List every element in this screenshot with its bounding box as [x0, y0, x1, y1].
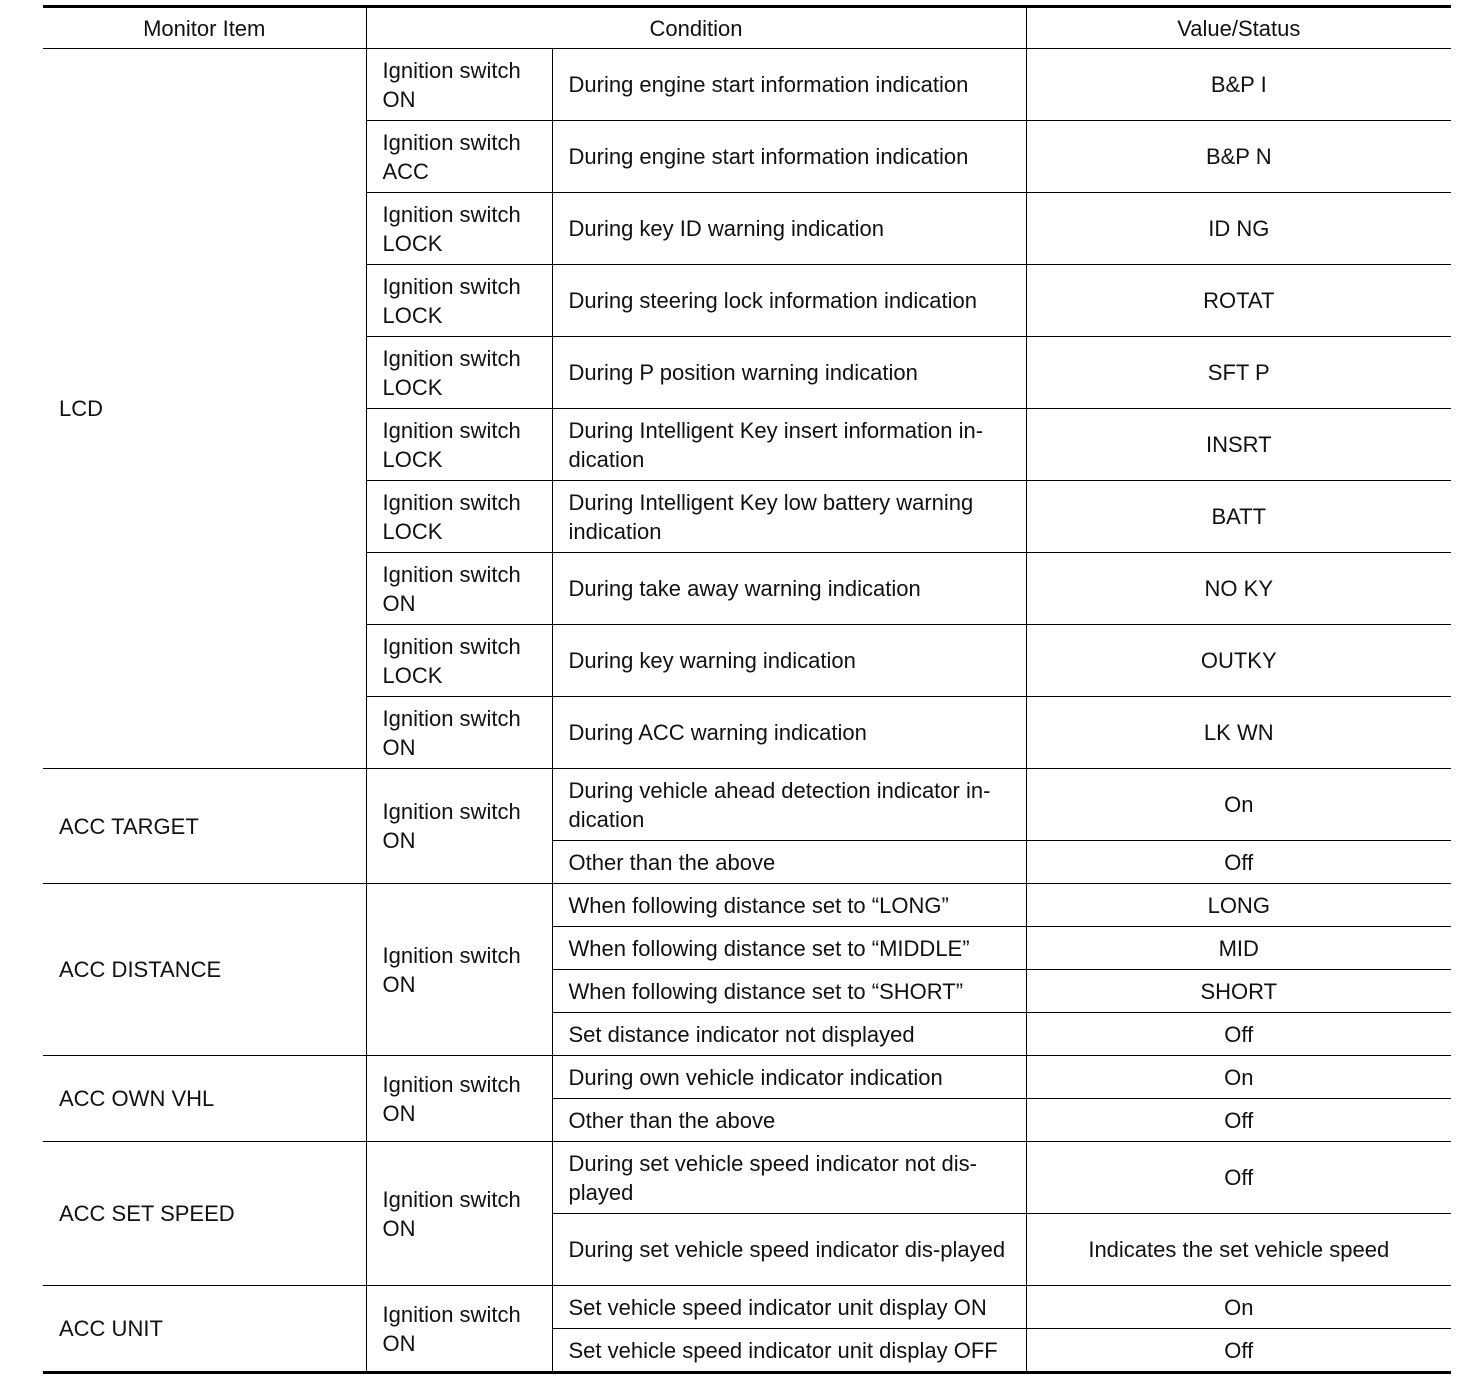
monitor-table	[43, 5, 1451, 1374]
ignition-cell: Ignition switch ACC	[366, 121, 552, 193]
condition-cell: When following distance set to “MIDDLE”	[552, 927, 1026, 970]
value-cell: SHORT	[1026, 970, 1451, 1013]
ignition-cell: Ignition switch ON	[366, 884, 552, 1056]
condition-cell: During key ID warning indication	[552, 193, 1026, 265]
value-cell: On	[1026, 1056, 1451, 1099]
value-cell: On	[1026, 769, 1451, 841]
monitor-item-cell: ACC SET SPEED	[43, 1142, 366, 1286]
ignition-cell: Ignition switch LOCK	[366, 409, 552, 481]
monitor-item-cell: ACC TARGET	[43, 769, 366, 884]
monitor-item-cell: ACC OWN VHL	[43, 1056, 366, 1142]
header-value-status: Value/Status	[1026, 7, 1451, 49]
condition-cell: During vehicle ahead detection indicator in-dication	[552, 769, 1026, 841]
header-monitor-item: Monitor Item	[43, 7, 366, 49]
ignition-cell: Ignition switch LOCK	[366, 625, 552, 697]
value-cell: B&P N	[1026, 121, 1451, 193]
monitor-item-cell: LCD	[43, 49, 366, 769]
value-cell: LK WN	[1026, 697, 1451, 769]
value-cell: Off	[1026, 1013, 1451, 1056]
monitor-item-cell: ACC DISTANCE	[43, 884, 366, 1056]
condition-cell: During engine start information indication	[552, 121, 1026, 193]
value-cell: ID NG	[1026, 193, 1451, 265]
value-cell: Off	[1026, 1142, 1451, 1214]
table-row	[43, 1142, 1451, 1214]
ignition-cell: Ignition switch ON	[366, 49, 552, 121]
condition-cell: During take away warning indication	[552, 553, 1026, 625]
ignition-cell: Ignition switch ON	[366, 697, 552, 769]
value-cell: LONG	[1026, 884, 1451, 927]
condition-cell: Set vehicle speed indicator unit display OFF	[552, 1329, 1026, 1373]
condition-cell: During ACC warning indication	[552, 697, 1026, 769]
condition-cell: During Intelligent Key low battery warning indication	[552, 481, 1026, 553]
condition-cell: During P position warning indication	[552, 337, 1026, 409]
table-row	[43, 884, 1451, 927]
ignition-cell: Ignition switch LOCK	[366, 337, 552, 409]
value-cell: MID	[1026, 927, 1451, 970]
condition-cell: Other than the above	[552, 1099, 1026, 1142]
condition-cell: Set distance indicator not displayed	[552, 1013, 1026, 1056]
value-cell: OUTKY	[1026, 625, 1451, 697]
header-row	[43, 7, 1451, 49]
value-cell: ROTAT	[1026, 265, 1451, 337]
condition-cell: During set vehicle speed indicator not dis-played	[552, 1142, 1026, 1214]
header-condition: Condition	[366, 7, 1026, 49]
value-cell: INSRT	[1026, 409, 1451, 481]
condition-cell: When following distance set to “LONG”	[552, 884, 1026, 927]
table-row	[43, 1286, 1451, 1329]
condition-cell: During set vehicle speed indicator dis-played	[552, 1214, 1026, 1286]
table-row	[43, 1056, 1451, 1099]
value-cell: Off	[1026, 1329, 1451, 1373]
value-cell: On	[1026, 1286, 1451, 1329]
condition-cell: Other than the above	[552, 841, 1026, 884]
ignition-cell: Ignition switch ON	[366, 1286, 552, 1373]
value-cell: B&P I	[1026, 49, 1451, 121]
condition-cell: During steering lock information indication	[552, 265, 1026, 337]
condition-cell: During key warning indication	[552, 625, 1026, 697]
condition-cell: During engine start information indication	[552, 49, 1026, 121]
condition-cell: During Intelligent Key insert information in-dication	[552, 409, 1026, 481]
condition-cell: During own vehicle indicator indication	[552, 1056, 1026, 1099]
value-cell: Off	[1026, 1099, 1451, 1142]
value-cell: Off	[1026, 841, 1451, 884]
ignition-cell: Ignition switch ON	[366, 553, 552, 625]
condition-cell: When following distance set to “SHORT”	[552, 970, 1026, 1013]
table-row	[43, 769, 1451, 841]
monitor-item-cell: ACC UNIT	[43, 1286, 366, 1373]
value-cell: SFT P	[1026, 337, 1451, 409]
ignition-cell: Ignition switch LOCK	[366, 481, 552, 553]
ignition-cell: Ignition switch ON	[366, 1142, 552, 1286]
condition-cell: Set vehicle speed indicator unit display ON	[552, 1286, 1026, 1329]
ignition-cell: Ignition switch ON	[366, 769, 552, 884]
ignition-cell: Ignition switch ON	[366, 1056, 552, 1142]
value-cell: BATT	[1026, 481, 1451, 553]
ignition-cell: Ignition switch LOCK	[366, 193, 552, 265]
table-row	[43, 49, 1451, 121]
value-cell: Indicates the set vehicle speed	[1026, 1214, 1451, 1286]
ignition-cell: Ignition switch LOCK	[366, 265, 552, 337]
value-cell: NO KY	[1026, 553, 1451, 625]
